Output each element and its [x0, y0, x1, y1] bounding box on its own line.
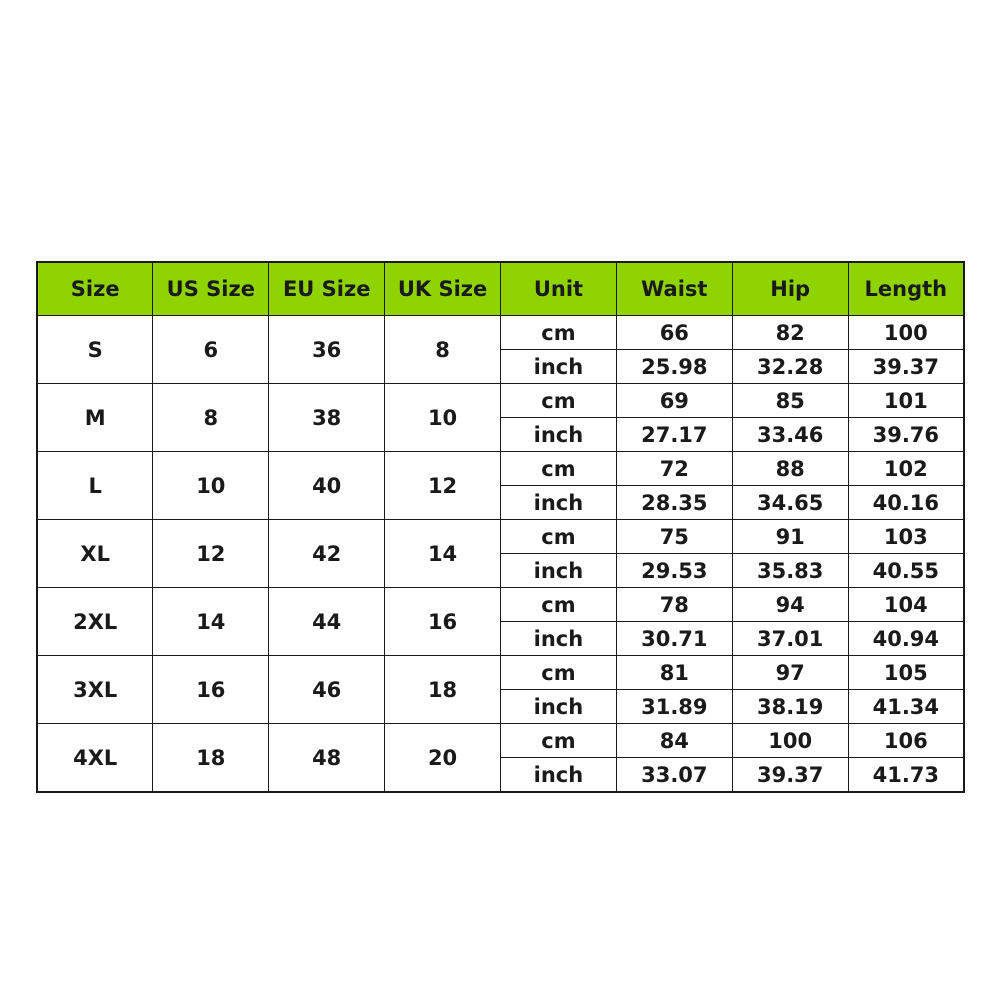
cell-inch-unit: inch [501, 486, 617, 520]
cell-cm-unit: cm [501, 724, 617, 758]
cell-inch-waist: 27.17 [616, 418, 732, 452]
cell-inch-hip: 34.65 [732, 486, 848, 520]
cell-size: M [37, 384, 153, 452]
cell-inch-waist: 25.98 [616, 350, 732, 384]
cell-inch-waist: 33.07 [616, 758, 732, 793]
cell-uk: 12 [385, 452, 501, 520]
cell-us: 18 [153, 724, 269, 793]
cell-inch-hip: 37.01 [732, 622, 848, 656]
column-header-eu-size: EU Size [269, 262, 385, 316]
cell-cm-length: 104 [848, 588, 964, 622]
cell-inch-unit: inch [501, 690, 617, 724]
cell-inch-unit: inch [501, 554, 617, 588]
cell-cm-hip: 91 [732, 520, 848, 554]
cell-inch-unit: inch [501, 418, 617, 452]
cell-inch-length: 41.34 [848, 690, 964, 724]
cell-us: 12 [153, 520, 269, 588]
cell-size: S [37, 316, 153, 384]
cell-inch-waist: 30.71 [616, 622, 732, 656]
cell-cm-waist: 84 [616, 724, 732, 758]
cell-inch-unit: inch [501, 350, 617, 384]
cell-inch-length: 40.94 [848, 622, 964, 656]
table-row [37, 316, 964, 350]
cell-size: L [37, 452, 153, 520]
cell-size: 2XL [37, 588, 153, 656]
cell-cm-hip: 82 [732, 316, 848, 350]
column-header-unit: Unit [501, 262, 617, 316]
cell-inch-waist: 31.89 [616, 690, 732, 724]
cell-cm-waist: 81 [616, 656, 732, 690]
cell-cm-unit: cm [501, 452, 617, 486]
cell-inch-hip: 32.28 [732, 350, 848, 384]
cell-us: 6 [153, 316, 269, 384]
cell-uk: 18 [385, 656, 501, 724]
cell-cm-waist: 78 [616, 588, 732, 622]
cell-inch-unit: inch [501, 622, 617, 656]
cell-cm-hip: 94 [732, 588, 848, 622]
cell-cm-hip: 97 [732, 656, 848, 690]
cell-cm-unit: cm [501, 384, 617, 418]
cell-size: 3XL [37, 656, 153, 724]
table-row [37, 656, 964, 690]
column-header-length: Length [848, 262, 964, 316]
cell-cm-length: 101 [848, 384, 964, 418]
cell-size: 4XL [37, 724, 153, 793]
cell-uk: 16 [385, 588, 501, 656]
cell-uk: 20 [385, 724, 501, 793]
cell-us: 10 [153, 452, 269, 520]
header-row [37, 262, 964, 316]
cell-cm-length: 105 [848, 656, 964, 690]
cell-cm-length: 102 [848, 452, 964, 486]
cell-eu: 36 [269, 316, 385, 384]
cell-cm-hip: 85 [732, 384, 848, 418]
table-row [37, 384, 964, 418]
cell-cm-length: 103 [848, 520, 964, 554]
cell-cm-length: 100 [848, 316, 964, 350]
cell-cm-unit: cm [501, 520, 617, 554]
cell-cm-unit: cm [501, 316, 617, 350]
cell-inch-length: 40.16 [848, 486, 964, 520]
cell-inch-length: 41.73 [848, 758, 964, 793]
cell-inch-hip: 35.83 [732, 554, 848, 588]
cell-inch-hip: 38.19 [732, 690, 848, 724]
size-chart-table [36, 261, 965, 793]
cell-size: XL [37, 520, 153, 588]
cell-cm-waist: 69 [616, 384, 732, 418]
cell-inch-length: 39.37 [848, 350, 964, 384]
cell-eu: 38 [269, 384, 385, 452]
cell-inch-length: 39.76 [848, 418, 964, 452]
cell-eu: 46 [269, 656, 385, 724]
cell-uk: 8 [385, 316, 501, 384]
table-row [37, 520, 964, 554]
column-header-hip: Hip [732, 262, 848, 316]
column-header-us-size: US Size [153, 262, 269, 316]
cell-inch-waist: 29.53 [616, 554, 732, 588]
column-header-uk-size: UK Size [385, 262, 501, 316]
cell-cm-waist: 72 [616, 452, 732, 486]
column-header-waist: Waist [616, 262, 732, 316]
cell-eu: 44 [269, 588, 385, 656]
cell-us: 14 [153, 588, 269, 656]
cell-cm-hip: 100 [732, 724, 848, 758]
cell-cm-unit: cm [501, 588, 617, 622]
cell-uk: 10 [385, 384, 501, 452]
cell-inch-waist: 28.35 [616, 486, 732, 520]
cell-inch-hip: 33.46 [732, 418, 848, 452]
cell-uk: 14 [385, 520, 501, 588]
cell-inch-hip: 39.37 [732, 758, 848, 793]
cell-cm-hip: 88 [732, 452, 848, 486]
cell-cm-waist: 75 [616, 520, 732, 554]
column-header-size: Size [37, 262, 153, 316]
cell-eu: 48 [269, 724, 385, 793]
cell-us: 16 [153, 656, 269, 724]
cell-us: 8 [153, 384, 269, 452]
table-body [37, 316, 964, 793]
cell-inch-unit: inch [501, 758, 617, 793]
cell-cm-length: 106 [848, 724, 964, 758]
table-row [37, 588, 964, 622]
cell-cm-unit: cm [501, 656, 617, 690]
table-row [37, 724, 964, 758]
cell-eu: 42 [269, 520, 385, 588]
cell-inch-length: 40.55 [848, 554, 964, 588]
table-row [37, 452, 964, 486]
cell-eu: 40 [269, 452, 385, 520]
cell-cm-waist: 66 [616, 316, 732, 350]
